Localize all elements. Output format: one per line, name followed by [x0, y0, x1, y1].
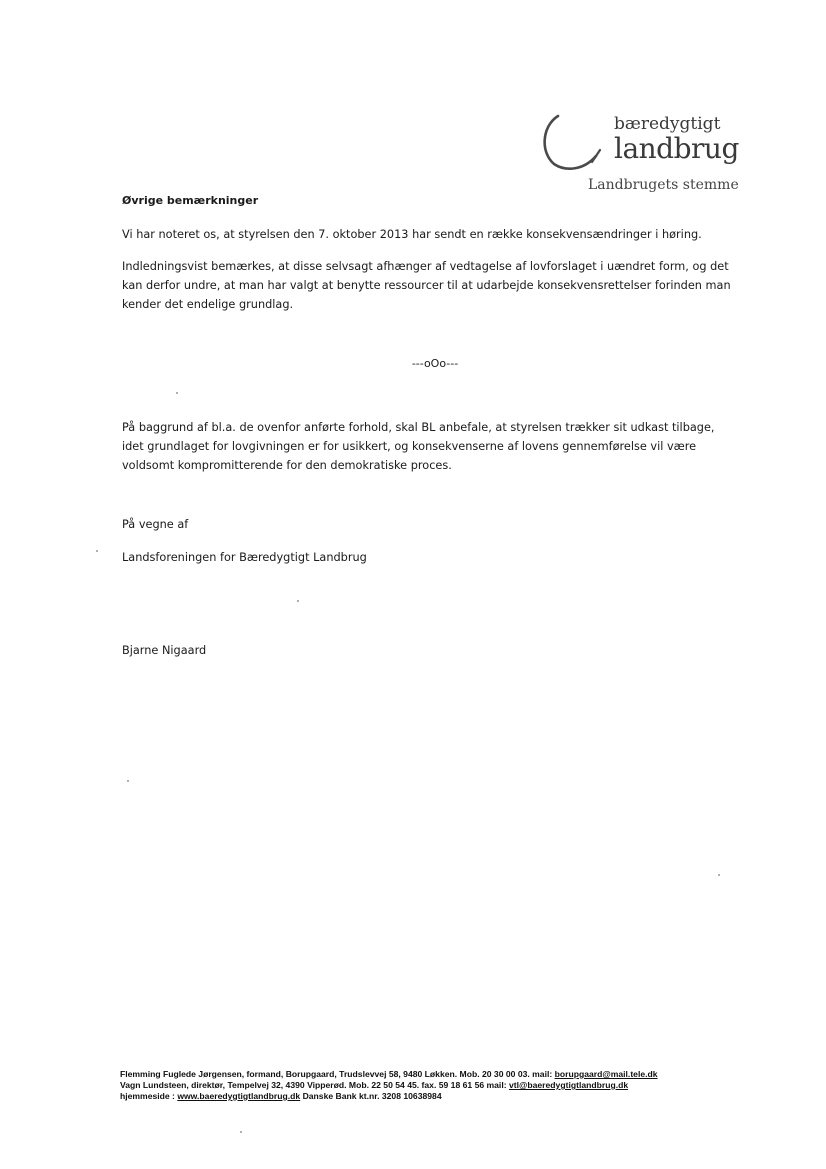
footer-line-2	[120, 1080, 658, 1091]
organization-logo	[536, 106, 746, 198]
logo-line1: bæredygtigt	[614, 114, 721, 134]
footer-email-link-1[interactable]: borupgaard@mail.tele.dk	[554, 1069, 658, 1079]
footer-bank-info: Danske Bank kt.nr. 3208 10638984	[300, 1091, 442, 1101]
footer-email-link-2[interactable]: vtl@baeredygtigtlandbrug.dk	[508, 1080, 629, 1090]
scan-speck	[127, 780, 129, 782]
signoff-organization: Landsforeningen for Bæredygtigt Landbrug	[122, 551, 367, 564]
footer-line-1-text: Flemming Fuglede Jørgensen, formand, Borupgaard, Trudslevvej 58, 9480 Løkken. Mob. 20 30 00 03. mail:	[120, 1069, 555, 1079]
scan-speck	[718, 874, 720, 876]
logo-line2: landbrug	[614, 132, 739, 165]
footer-line-2-text: Vagn Lundsteen, direktør, Tempelvej 32, 4390 Vipperød. Mob. 22 50 54 45. fax. 59 18 61 56 mail:	[120, 1080, 509, 1090]
scan-speck	[240, 1131, 242, 1133]
footer-line-3	[120, 1091, 658, 1102]
section-heading: Øvrige bemærkninger	[122, 194, 259, 207]
scan-speck	[96, 550, 98, 552]
footer-line-1	[120, 1069, 658, 1080]
scan-speck	[176, 392, 178, 394]
scan-speck	[297, 600, 299, 602]
logo-tagline: Landbrugets stemme	[588, 177, 739, 193]
letter-footer	[120, 1069, 658, 1102]
footer-website-link[interactable]: www.baeredygtigtlandbrug.dk	[177, 1091, 301, 1101]
logo-arc-icon	[536, 112, 608, 174]
separator: ---oOo---	[411, 357, 459, 370]
paragraph-2: Indledningsvist bemærkes, at disse selvsagt afhænger af vedtagelse af lovforslaget i uændret form, og det kan derfor undre, at man har valgt at benytte ressourcer til at udarbejde konsekvensrettelser forinden man kender det endelige grundlag.	[122, 260, 731, 311]
signoff-on-behalf: På vegne af	[122, 518, 189, 531]
signoff-signer: Bjarne Nigaard	[122, 644, 207, 657]
paragraph-1: Vi har noteret os, at styrelsen den 7. oktober 2013 har sendt en række konsekvensændringer i høring.	[122, 228, 702, 241]
paragraph-3: På baggrund af bl.a. de ovenfor anførte forhold, skal BL anbefale, at styrelsen trækker sit udkast tilbage, idet grundlaget for lovgivningen er for usikkert, og konsekvenserne af lovens gennemførelse vil være voldsomt kompromitterende for den demokratiske proces.	[122, 421, 715, 472]
footer-line-3-label: hjemmeside :	[120, 1091, 178, 1101]
